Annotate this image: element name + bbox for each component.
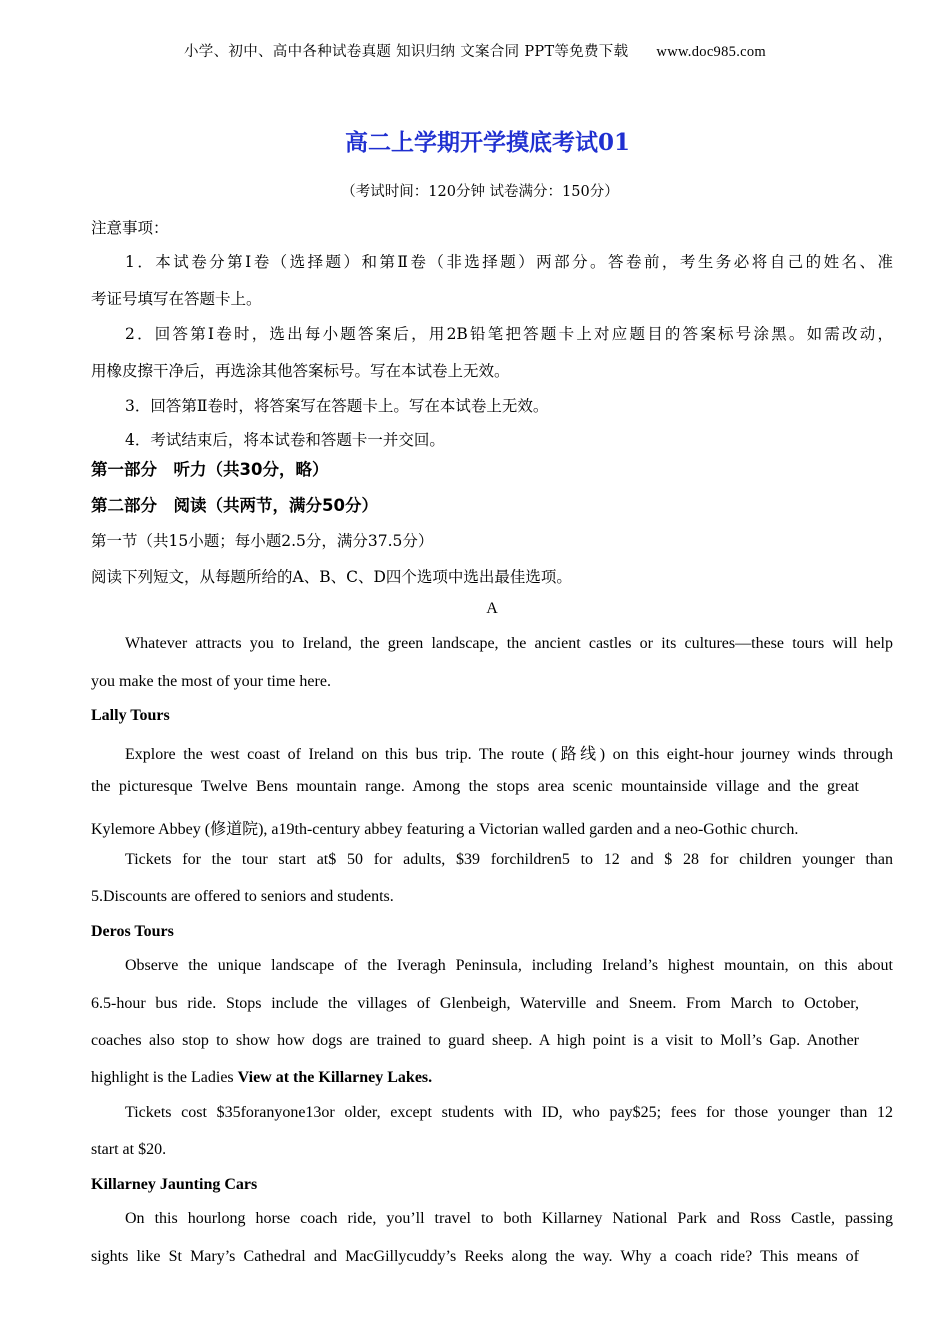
deros-p1-line-2: 6.5-hour bus ride. Stops include the villages of Glenbeigh, Waterville and Sneem. From March to October, xyxy=(91,995,859,1012)
part-1-heading: 第一部分 听力（共30分，略） xyxy=(91,460,329,479)
notice-item-1-line-2: 考证号填写在答题卡上。 xyxy=(91,290,262,308)
lally-p2-line-2: 5.Discounts are offered to seniors and students. xyxy=(91,888,394,905)
notice-heading: 注意事项： xyxy=(91,219,169,237)
notice-item-2-line-2: 用橡皮擦干净后，再选涂其他答案标号。写在本试卷上无效。 xyxy=(91,362,510,380)
deros-p2-line-1: Tickets cost $35foranyone13or older, except students with ID, who pay$25; fees for those younger than 12 xyxy=(125,1104,893,1121)
exam-title: 高二上学期开学摸底考试01 xyxy=(344,129,630,156)
killarney-p1-line-2: sights like St Mary’s Cathedral and MacGillycuddy’s Reeks along the way. Why a coach ride? This means of xyxy=(91,1248,859,1265)
intro-line-2: you make the most of your time here. xyxy=(91,673,331,690)
lally-p1-line-3: Kylemore Abbey (修道院), a19th-century abbey featuring a Victorian walled garden and a neo-Gothic church. xyxy=(91,821,799,838)
intro-line-1: Whatever attracts you to Ireland, the green landscape, the ancient castles or its cultures—these tours will help xyxy=(125,635,893,652)
header-site-link[interactable]: www.doc985.com xyxy=(656,44,766,60)
exam-subtitle: （考试时间：120分钟 试卷满分：150分） xyxy=(341,184,619,200)
deros-p1-line-4-bold: View at the Killarney Lakes. xyxy=(237,1069,433,1086)
lally-p1-line-2: the picturesque Twelve Bens mountain range. Among the stops area scenic mountainside village and the great xyxy=(91,778,859,795)
deros-tours-title: Deros Tours xyxy=(91,923,174,940)
lally-p1-line-1: Explore the west coast of Ireland on this bus trip. The route (路线) on this eight-hour journey winds through xyxy=(125,746,893,763)
section-1-info: 第一节（共15小题；每小题2.5分，满分37.5分） xyxy=(91,532,434,550)
header-text: 小学、初中、高中各种试卷真题 知识归纳 文案合同 PPT等免费下载 xyxy=(184,44,629,60)
notice-item-2-line-1: 2．回答第Ⅰ卷时，选出每小题答案后，用2B铅笔把答题卡上对应题目的答案标号涂黑。如需改动， xyxy=(125,325,893,343)
passage-label: A xyxy=(486,600,498,617)
lally-p2-line-1: Tickets for the tour start at$ 50 for adults, $39 forchildren5 to 12 and $ 28 for children younger than xyxy=(125,851,893,868)
deros-p1-line-1: Observe the unique landscape of the Iveragh Peninsula, including Ireland’s highest mountain, on this about xyxy=(125,957,893,974)
deros-p2-line-2: start at $20. xyxy=(91,1141,167,1158)
page-header xyxy=(0,40,950,61)
deros-p1-line-4 xyxy=(91,1069,859,1087)
killarney-title: Killarney Jaunting Cars xyxy=(91,1176,258,1193)
notice-item-4: 4．考试结束后，将本试卷和答题卡一并交回。 xyxy=(125,431,445,449)
notice-item-3: 3．回答第Ⅱ卷时，将答案写在答题卡上。写在本试卷上无效。 xyxy=(125,397,549,415)
deros-p1-line-4-text: highlight is the Ladies xyxy=(91,1069,238,1086)
part-2-heading: 第二部分 阅读（共两节，满分50分） xyxy=(91,496,378,515)
deros-p1-line-3: coaches also stop to show how dogs are trained to guard sheep. A high point is a visit to Moll’s Gap. Another xyxy=(91,1032,859,1049)
reading-instruction: 阅读下列短文，从每题所给的A、B、C、D四个选项中选出最佳选项。 xyxy=(91,568,572,586)
lally-tours-title: Lally Tours xyxy=(91,707,170,724)
killarney-p1-line-1: On this hourlong horse coach ride, you’ll travel to both Killarney National Park and Ross Castle, passing xyxy=(125,1210,893,1227)
notice-item-1-line-1: 1．本试卷分第Ⅰ卷（选择题）和第Ⅱ卷（非选择题）两部分。答卷前，考生务必将自己的姓名、准 xyxy=(125,253,893,271)
